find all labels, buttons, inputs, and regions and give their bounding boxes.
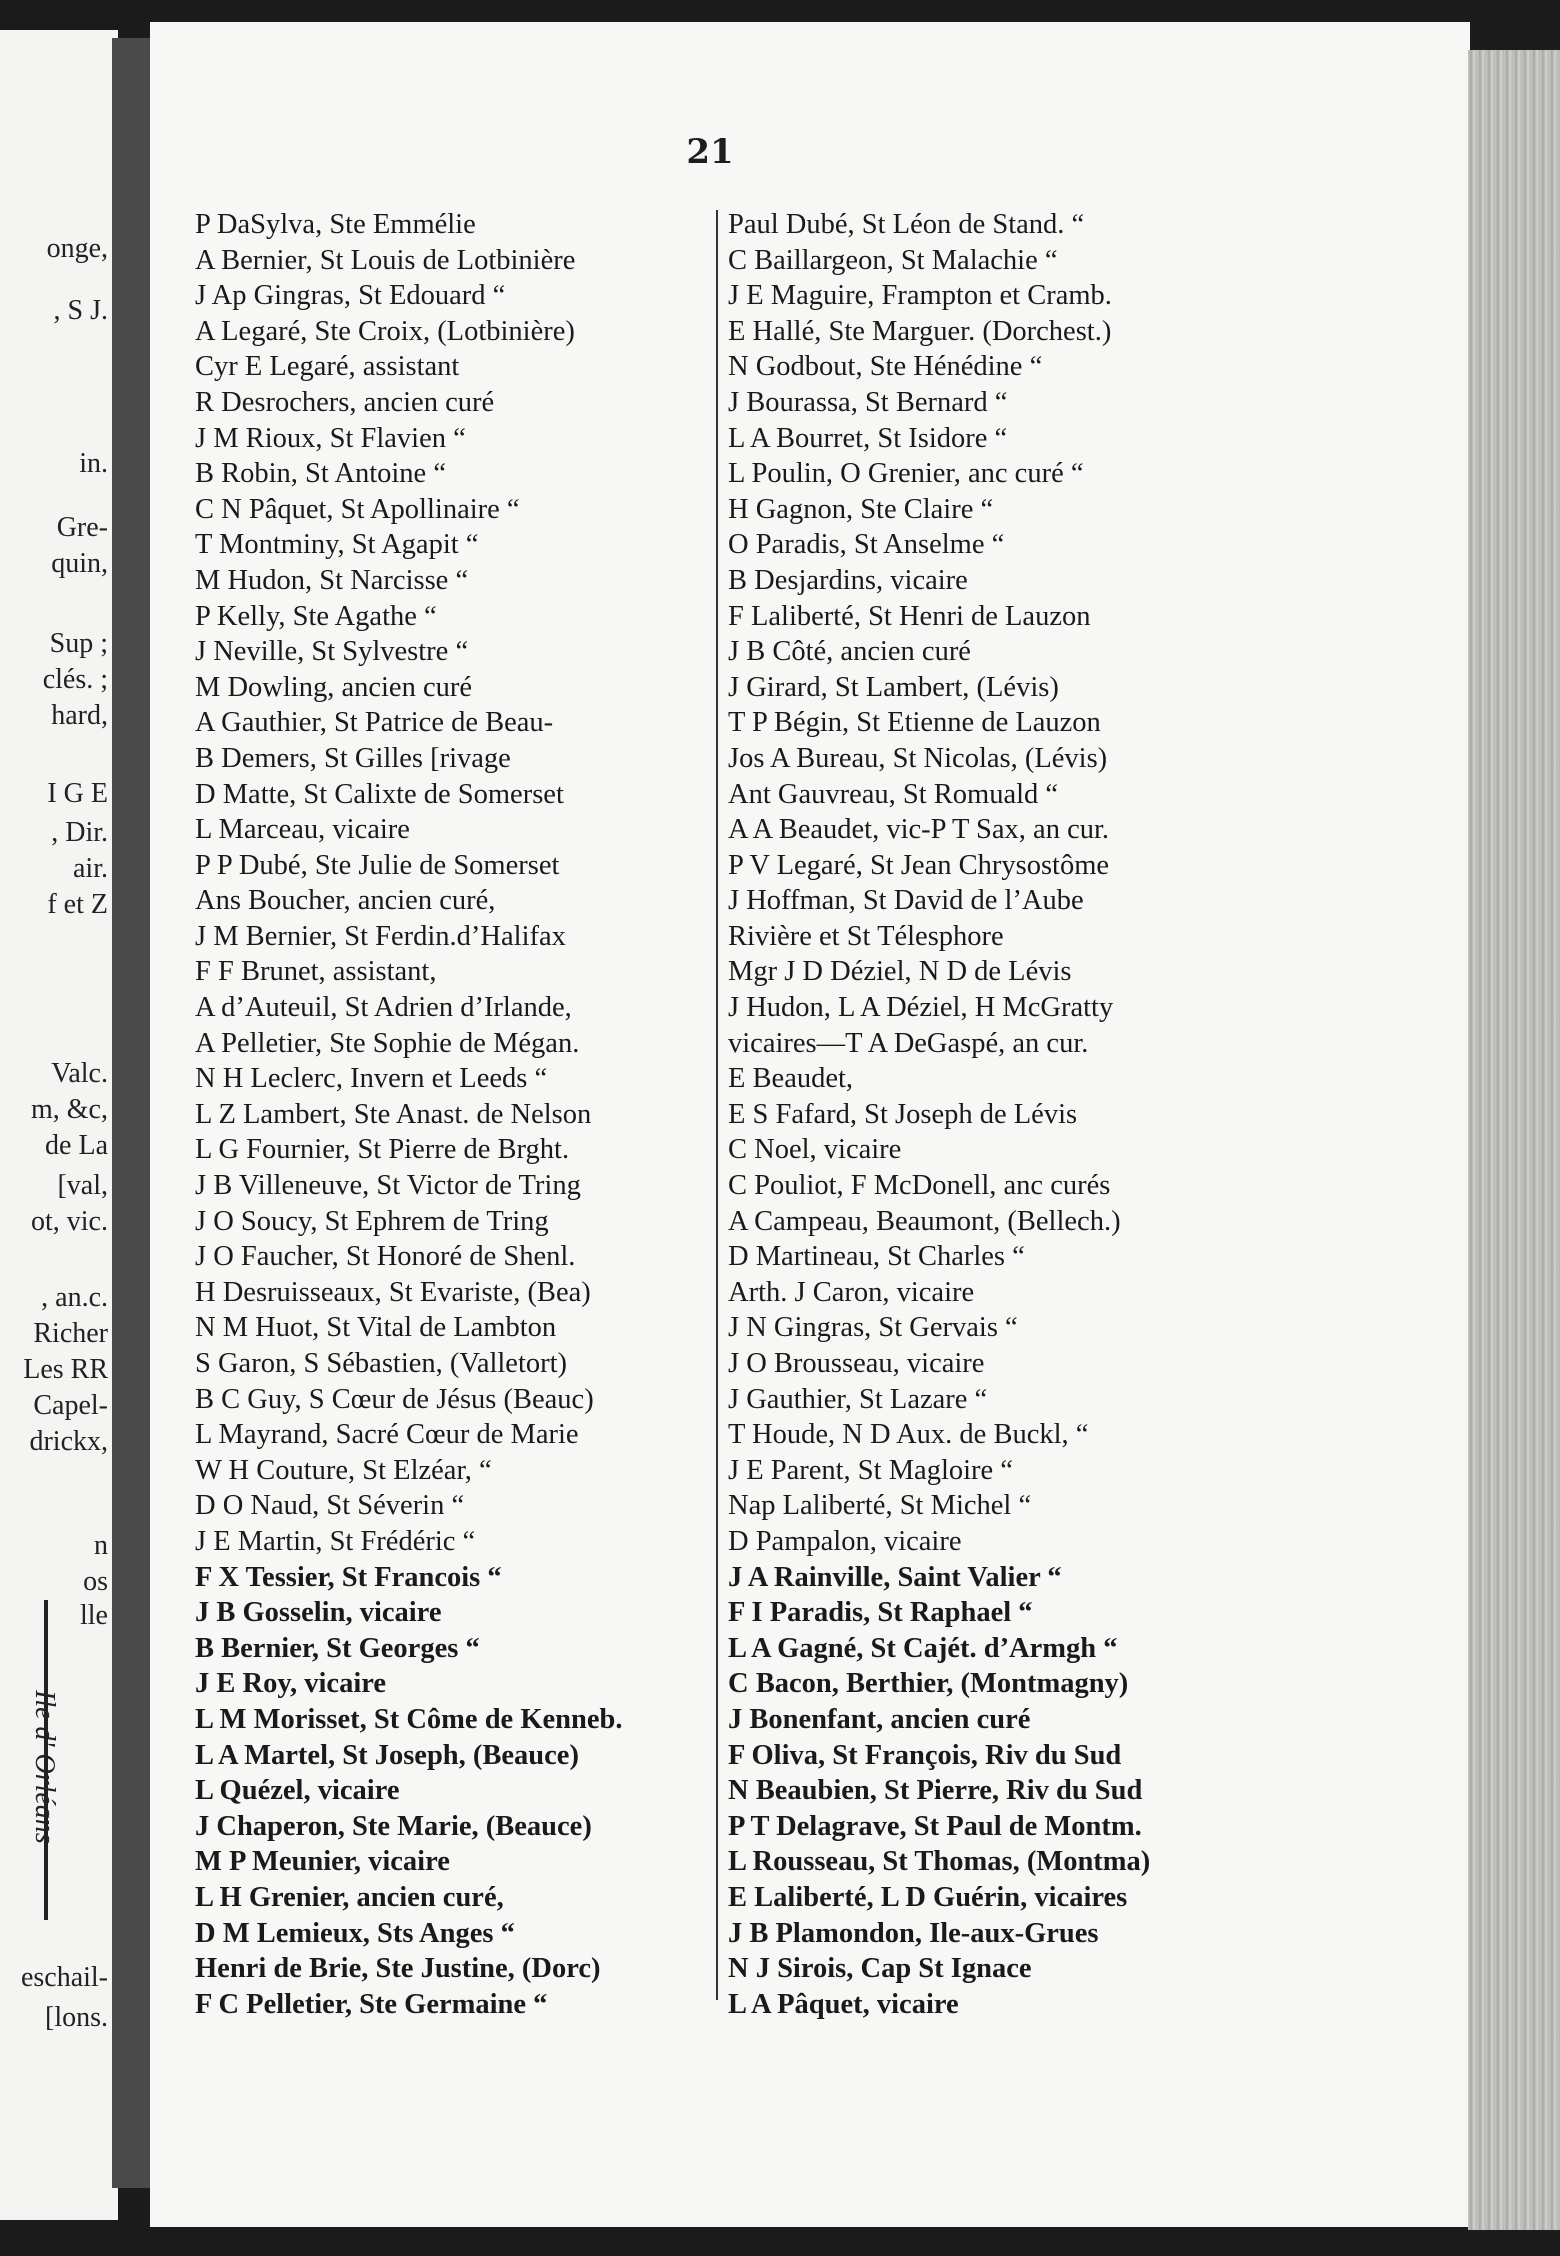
page-stack-edge xyxy=(1468,50,1560,2230)
directory-entry: J M Bernier, St Ferdin.d’Halifax xyxy=(195,920,566,952)
directory-entry: A d’Auteuil, St Adrien d’Irlande, xyxy=(195,992,572,1024)
directory-entry: B C Guy, S Cœur de Jésus (Beauc) xyxy=(195,1383,594,1415)
facing-page-fragment: f et Z xyxy=(47,889,108,920)
directory-entry: D M Lemieux, Sts Anges “ xyxy=(195,1917,515,1949)
directory-entry: L G Fournier, St Pierre de Brght. xyxy=(195,1134,570,1166)
directory-entry: Ans Boucher, ancien curé, xyxy=(195,885,496,917)
directory-entry: Rivière et St Télesphore xyxy=(728,920,1004,952)
directory-entry: Paul Dubé, St Léon de Stand. “ xyxy=(728,209,1085,240)
directory-entry: J Neville, St Sylvestre “ xyxy=(195,636,469,668)
directory-entry: Cyr E Legaré, assistant xyxy=(195,351,460,383)
directory-entry: L A Bourret, St Isidore “ xyxy=(728,422,1008,454)
directory-entry: A A Beaudet, vic-P T Sax, an cur. xyxy=(728,814,1110,846)
directory-entry: J O Brousseau, vicaire xyxy=(728,1348,985,1379)
directory-entry: J Bourassa, St Bernard “ xyxy=(728,386,1008,418)
directory-entry: P T Delagrave, St Paul de Montm. xyxy=(728,1810,1142,1842)
directory-entry: N H Leclerc, Invern et Leeds “ xyxy=(195,1063,548,1095)
directory-entry: L A Martel, St Joseph, (Beauce) xyxy=(195,1739,579,1771)
directory-entry: J B Plamondon, Ile-aux-Grues xyxy=(728,1917,1099,1949)
directory-entry: C Noel, vicaire xyxy=(728,1134,902,1166)
facing-page-fragment: , S J. xyxy=(53,295,108,326)
facing-page-fragment: in. xyxy=(79,448,108,479)
directory-entry: C N Pâquet, St Apollinaire “ xyxy=(195,493,520,525)
directory-entry: L M Morisset, St Côme de Kenneb. xyxy=(195,1703,623,1735)
directory-entry: L Poulin, O Grenier, anc curé “ xyxy=(728,458,1084,490)
facing-page-fragment: drickx, xyxy=(29,1426,108,1457)
directory-entry: F C Pelletier, Ste Germaine “ xyxy=(195,1988,548,2020)
directory-entry: J E Parent, St Magloire “ xyxy=(728,1454,1013,1486)
directory-entry: T Montminy, St Agapit “ xyxy=(195,529,479,561)
directory-entry: J A Rainville, Saint Valier “ xyxy=(728,1561,1062,1593)
directory-entry: J Bonenfant, ancien curé xyxy=(728,1703,1031,1735)
facing-page-edge xyxy=(0,30,118,2220)
directory-entry: S Garon, S Sébastien, (Valletort) xyxy=(195,1348,568,1379)
directory-entry: D Martineau, St Charles “ xyxy=(728,1241,1025,1273)
directory-entry: A Campeau, Beaumont, (Bellech.) xyxy=(728,1205,1121,1237)
directory-entry: M Dowling, ancien curé xyxy=(195,671,472,703)
directory-entry: J Chaperon, Ste Marie, (Beauce) xyxy=(195,1810,592,1842)
directory-entry: Ant Gauvreau, St Romuald “ xyxy=(728,778,1059,810)
facing-page-fragment: os xyxy=(83,1566,108,1597)
directory-entry: L Rousseau, St Thomas, (Montma) xyxy=(728,1846,1151,1878)
directory-entry: D O Naud, St Séverin “ xyxy=(195,1490,465,1522)
directory-entry: W H Couture, St Elzéar, “ xyxy=(195,1454,492,1486)
column-divider xyxy=(716,210,718,2000)
directory-entry: L A Gagné, St Cajét. d’Armgh “ xyxy=(728,1632,1118,1664)
directory-entry: J Ap Gingras, St Edouard “ xyxy=(195,280,506,312)
facing-page-fragment: quin, xyxy=(51,548,108,579)
directory-entry: C Bacon, Berthier, (Montmagny) xyxy=(728,1668,1129,1700)
directory-entry: J Girard, St Lambert, (Lévis) xyxy=(728,671,1059,703)
directory-entry: P P Dubé, Ste Julie de Somerset xyxy=(195,849,560,881)
directory-entry: E Hallé, Ste Marguer. (Dorchest.) xyxy=(728,315,1112,347)
directory-entry: T P Bégin, St Etienne de Lauzon xyxy=(728,707,1101,739)
facing-page-fragment: Gre- xyxy=(56,512,108,543)
directory-entry: P V Legaré, St Jean Chrysostôme xyxy=(728,849,1110,881)
directory-entry: L Z Lambert, Ste Anast. de Nelson xyxy=(195,1098,592,1130)
facing-page-fragment: Sup ; xyxy=(49,628,108,659)
facing-page-fragment: air. xyxy=(73,853,108,884)
directory-entry: J E Roy, vicaire xyxy=(195,1668,387,1700)
directory-entry: F Oliva, St François, Riv du Sud xyxy=(728,1739,1122,1771)
facing-page-fragment: hard, xyxy=(51,700,108,731)
directory-entry: J Hudon, L A Déziel, H McGratty xyxy=(728,992,1114,1024)
facing-page-fragment: , an.c. xyxy=(41,1282,108,1313)
directory-entry: N J Sirois, Cap St Ignace xyxy=(728,1953,1032,1985)
facing-page-fragment: n xyxy=(94,1530,108,1561)
facing-page-fragment: Richer xyxy=(33,1318,108,1349)
directory-entry: F I Paradis, St Raphael “ xyxy=(728,1597,1033,1629)
directory-entry: N Beaubien, St Pierre, Riv du Sud xyxy=(728,1775,1143,1807)
directory-entry: F Laliberté, St Henri de Lauzon xyxy=(728,600,1091,632)
directory-entry: Henri de Brie, Ste Justine, (Dorc) xyxy=(195,1953,601,1985)
directory-entry: Arth. J Caron, vicaire xyxy=(728,1276,975,1308)
directory-entry: H Desruisseaux, St Evariste, (Bea) xyxy=(195,1276,591,1308)
directory-entry: B Bernier, St Georges “ xyxy=(195,1632,480,1664)
directory-entry: F F Brunet, assistant, xyxy=(195,956,437,988)
directory-entry: J E Maguire, Frampton et Cramb. xyxy=(728,280,1112,312)
directory-entry: L Mayrand, Sacré Cœur de Marie xyxy=(195,1419,579,1451)
book-gutter xyxy=(112,38,152,2188)
isle-label: Ile d' Orléans xyxy=(29,1690,60,1844)
directory-entry: B Desjardins, vicaire xyxy=(728,564,968,596)
facing-page-fragment: [val, xyxy=(57,1170,108,1201)
directory-entry: E S Fafard, St Joseph de Lévis xyxy=(728,1098,1078,1130)
facing-page-fragment: , Dir. xyxy=(51,817,108,848)
directory-entry: J E Martin, St Frédéric “ xyxy=(195,1525,476,1557)
directory-entry: L H Grenier, ancien curé, xyxy=(195,1881,504,1913)
directory-entry: C Pouliot, F McDonell, anc curés xyxy=(728,1170,1111,1202)
directory-entry: J Gauthier, St Lazare “ xyxy=(728,1383,988,1415)
facing-page-fragment: Les RR xyxy=(23,1354,108,1385)
directory-entry: L Quézel, vicaire xyxy=(195,1775,400,1807)
facing-page-fragment: Capel- xyxy=(33,1390,108,1421)
directory-entry: E Laliberté, L D Guérin, vicaires xyxy=(728,1881,1128,1913)
page-number: 21 xyxy=(686,132,734,172)
directory-entry: vicaires—T A DeGaspé, an cur. xyxy=(728,1027,1089,1059)
directory-entry: A Pelletier, Ste Sophie de Mégan. xyxy=(195,1027,580,1059)
facing-page-fragment: m, &c, xyxy=(31,1094,108,1125)
facing-page-fragment: [lons. xyxy=(45,2002,108,2033)
directory-entry: N Godbout, Ste Hénédine “ xyxy=(728,351,1043,383)
directory-entry: P Kelly, Ste Agathe “ xyxy=(195,600,437,632)
directory-entry: O Paradis, St Anselme “ xyxy=(728,529,1005,561)
directory-entry: A Gauthier, St Patrice de Beau- xyxy=(195,707,554,739)
directory-entry: J O Faucher, St Honoré de Shenl. xyxy=(195,1241,576,1273)
directory-entry: M P Meunier, vicaire xyxy=(195,1846,450,1878)
directory-entry: J B Côté, ancien curé xyxy=(728,636,971,668)
directory-entry: D Pampalon, vicaire xyxy=(728,1525,962,1557)
directory-entry: L Marceau, vicaire xyxy=(195,814,410,846)
directory-entry: R Desrochers, ancien curé xyxy=(195,386,495,418)
facing-page-fragment: I G E xyxy=(47,778,108,809)
directory-entry: A Legaré, Ste Croix, (Lotbinière) xyxy=(195,315,575,347)
facing-page-fragment: clés. ; xyxy=(42,664,108,695)
directory-entry: J Hoffman, St David de l’Aube xyxy=(728,885,1084,917)
facing-page-fragment: ot, vic. xyxy=(31,1206,108,1237)
directory-entry: E Beaudet, xyxy=(728,1063,854,1095)
directory-entry: T Houde, N D Aux. de Buckl, “ xyxy=(728,1419,1089,1451)
directory-entry: F X Tessier, St Francois “ xyxy=(195,1561,502,1593)
facing-page-fragment: eschail- xyxy=(20,1962,108,1993)
right-column xyxy=(728,207,1248,2022)
directory-entry: M Hudon, St Narcisse “ xyxy=(195,564,469,596)
directory-entry: D Matte, St Calixte de Somerset xyxy=(195,778,564,810)
directory-entry: Mgr J D Déziel, N D de Lévis xyxy=(728,956,1072,988)
directory-entry: J B Gosselin, vicaire xyxy=(195,1597,442,1629)
facing-page-fragment: lle xyxy=(80,1600,108,1631)
directory-entry: Jos A Bureau, St Nicolas, (Lévis) xyxy=(728,742,1108,774)
directory-entry: B Demers, St Gilles [rivage xyxy=(195,742,511,774)
directory-entry: Nap Laliberté, St Michel “ xyxy=(728,1490,1032,1522)
directory-entry: C Baillargeon, St Malachie “ xyxy=(728,244,1058,276)
directory-entry: J N Gingras, St Gervais “ xyxy=(728,1312,1018,1344)
directory-entry: J M Rioux, St Flavien “ xyxy=(195,422,466,454)
left-column xyxy=(195,207,715,2022)
facing-page-fragment: de La xyxy=(45,1130,108,1161)
directory-entry: N M Huot, St Vital de Lambton xyxy=(195,1312,557,1344)
directory-entry: A Bernier, St Louis de Lotbinière xyxy=(195,244,576,276)
directory-entry: B Robin, St Antoine “ xyxy=(195,458,446,490)
directory-entry: J O Soucy, St Ephrem de Tring xyxy=(195,1205,549,1237)
directory-entry: H Gagnon, Ste Claire “ xyxy=(728,493,994,525)
directory-entry: J B Villeneuve, St Victor de Tring xyxy=(195,1170,581,1202)
facing-page-fragment: onge, xyxy=(46,233,108,264)
directory-entry: L A Pâquet, vicaire xyxy=(728,1988,959,2020)
directory-entry: P DaSylva, Ste Emmélie xyxy=(195,209,476,240)
facing-page-fragment: Valc. xyxy=(51,1058,108,1089)
